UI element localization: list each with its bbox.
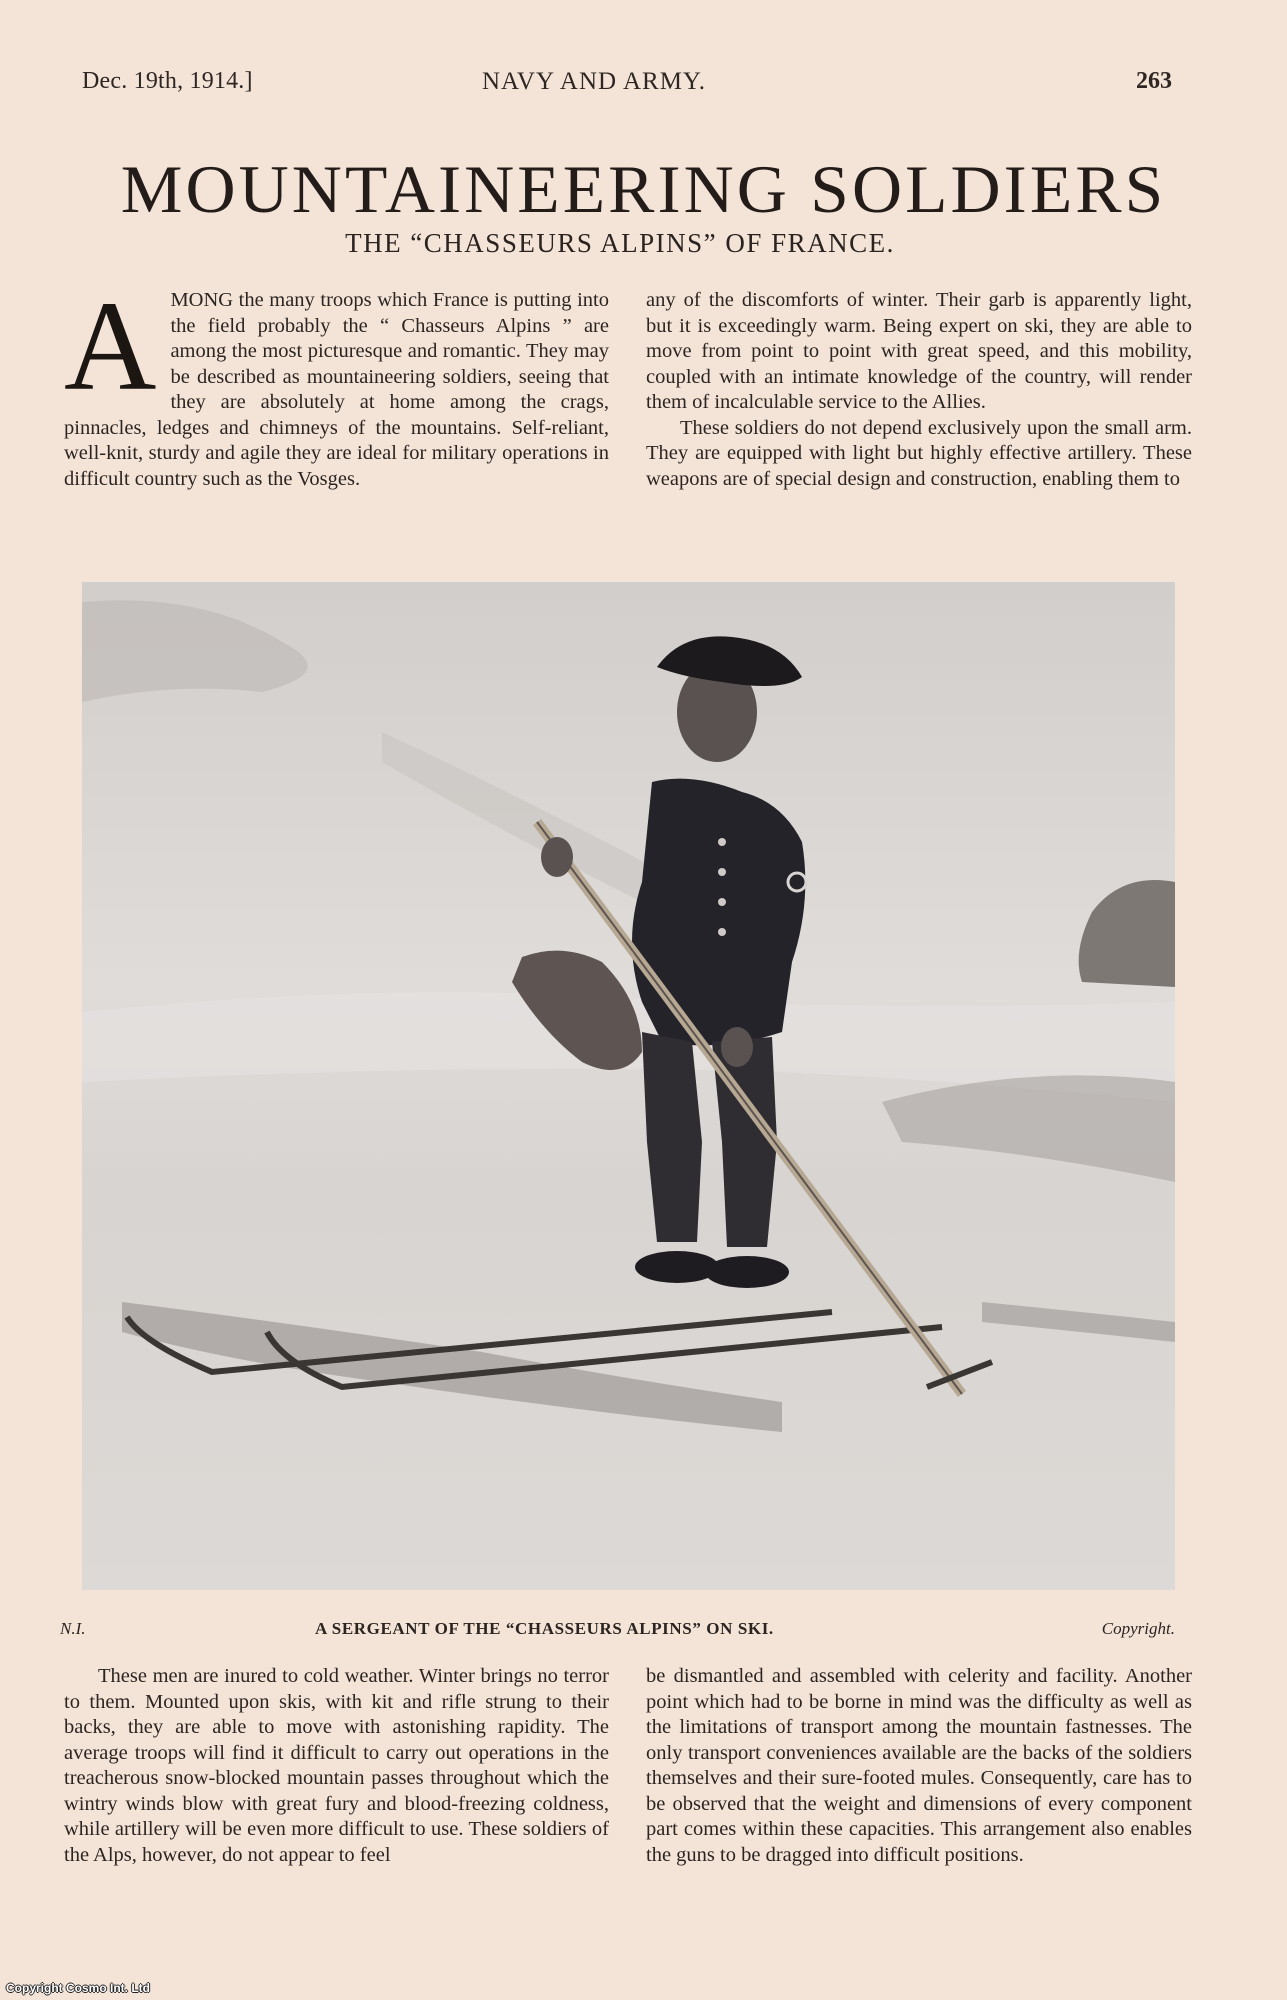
column-top-left	[64, 275, 609, 492]
page-number: 263	[1136, 68, 1172, 94]
article-headline: MOUNTAINEERING SOLDIERS	[120, 151, 1167, 227]
photograph-sergeant-on-ski	[82, 582, 1175, 1590]
drop-cap: A	[64, 275, 157, 417]
issue-date: Dec. 19th, 1914.]	[82, 68, 253, 94]
photo-copyright: Copyright.	[1101, 1619, 1175, 1638]
caption-title: A SERGEANT OF THE “CHASSEURS ALPINS” ON SKI.	[315, 1619, 774, 1638]
paragraph-intro: MONG the many troops which France is putting into the field probably the “ Chasseurs Alpins ” are among the most picturesque and romantic. They may be described as mountaineering soldiers, seeing that they are absolutely at home among the crags, pinnacles, ledges and chimneys of the mountains. Self-reliant, well-knit, sturdy and agile they are ideal for military operations in difficult country such as the Vosges.	[64, 289, 609, 490]
running-head	[82, 68, 1172, 102]
paragraph: These men are inured to cold weather. Winter brings no terror to them. Mounted upon skis, with kit and rifle strung to their backs, they are able to move with astonishing rapidity. The average troops will find it difficult to carry out operations in the treacherous snow-blocked mountain passes throughout which the wintry winds blow with great fury and blood-freezing coldness, while artillery will be even more difficult to use. These soldiers of the Alps, however, do not appear to feel	[64, 1665, 609, 1866]
column-bottom-right	[646, 1664, 1192, 1868]
publication-title: NAVY AND ARMY.	[482, 68, 707, 95]
column-bottom-left	[64, 1664, 609, 1868]
photo-caption	[60, 1619, 1175, 1647]
paragraph: be dismantled and assembled with celerity and facility. Another point which had to be borne in mind was the difficulty as well as the limitations of transport among the mountain fastnesses. The only transport conveniences available are the backs of the soldiers themselves and their sure-footed mules. Consequently, care has to be observed that the weight and dimensions of every component part comes within these capacities. This arrangement also enables the guns to be dragged into difficult positions.	[646, 1665, 1192, 1866]
article-subhead: THE “CHASSEURS ALPINS” OF FRANCE.	[345, 228, 895, 258]
copyright-watermark: Copyright Cosmo Int. Ltd	[6, 1981, 150, 1995]
column-top-right	[646, 288, 1192, 492]
photo-illustration	[82, 582, 1175, 1590]
paragraph: any of the discomforts of winter. Their garb is apparently light, but it is exceedingly warm. Being expert on ski, they are able to move from point to point with great speed, and this mobility, coupled with an intimate knowledge of the country, will render them of incalculable service to the Allies.	[646, 289, 1192, 413]
paragraph: These soldiers do not depend exclusively upon the small arm. They are equipped with light but highly effective artillery. These weapons are of special design and construction, enabling them to	[646, 416, 1192, 490]
photo-credit-agency: N.I.	[60, 1619, 86, 1638]
